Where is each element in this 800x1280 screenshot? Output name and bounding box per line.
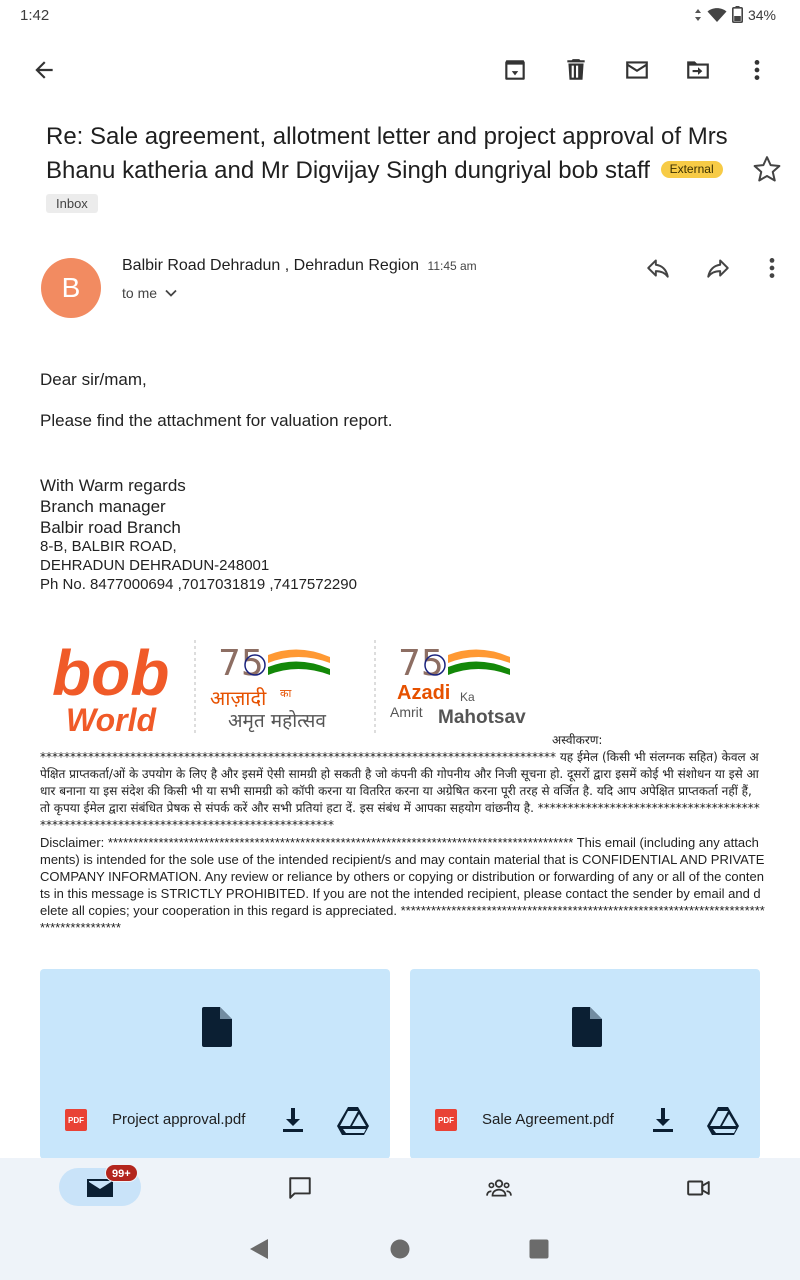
attachment-filename: Sale Agreement.pdf [482,1111,614,1128]
download-button[interactable] [652,1108,674,1132]
sender-name: Balbir Road Dehradun , Dehradun Region [122,257,420,274]
disclaimer-hindi-label: अस्वीकरण: [552,733,603,747]
status-time: 1:42 [20,7,50,24]
message-more-button[interactable] [750,246,794,290]
delete-icon [563,57,589,83]
signature-logos [40,635,600,740]
subject-text: Re: Sale agreement, allotment letter and project approval of Mrs Bhanu katheria and Mr Digvijay Singh dungriyal bob staff [46,123,728,184]
archive-button[interactable] [493,48,537,92]
attachment-card[interactable] [40,969,390,1159]
forward-button[interactable] [696,246,740,290]
signature-line: Branch manager [40,497,166,516]
phone-numbers: Ph No. 8477000694 ,7017031819 ,7417572290 [40,576,357,593]
pdf-type-icon: PDF [435,1109,457,1131]
seventy-five-mark: 75 [218,643,264,684]
chevron-down-icon [165,289,177,297]
top-app-bar [0,40,800,100]
bob-logo-text: bob [52,637,170,709]
reply-icon [645,255,671,281]
nav-chat-tab[interactable] [278,1166,322,1210]
nav-meet-tab[interactable] [677,1166,721,1210]
star-outline-icon [752,154,782,184]
pdf-type-icon: PDF [65,1109,87,1131]
disclaimer-hindi: ************************************************************************************** यह ईमेल (किसी भी संलग्नक सहित) केवल अपेक्षित प्राप्तकर्ता/ओं के उपयोग के लिए है और इसमें ऐसी सामग्री हो सकती है जो कंपनी की गोपनीय और निजी सूचना हो. दूसरों द्वारा इसमें कोई भी संशोधन या इसे आधार बनाना या इस संदेश की किसी भी या सभी सामग्री को कॉपी करना या वितरित करना या अग्रेषित करना पूरी तरह से वर्जित है. यदि आप अपेक्षित प्राप्तकर्ता नहीं हैं, तो कृपया ईमेल द्वारा संबंधित प्रेषक से संपर्क करें और सभी प्रतियां हटा दें. इस संबंध में आपका सहयोग वांछनीय है. ************************************************************************************** [40,750,760,832]
azadi-en-text: Azadi [397,682,451,704]
email-time: 11:45 am [427,259,477,273]
seventy-five-mark: 75 [398,643,444,684]
back-button[interactable] [22,48,66,92]
nav-spaces-tab[interactable] [477,1166,521,1210]
system-recents-icon[interactable] [528,1238,550,1260]
forward-icon [705,255,731,281]
system-home-icon[interactable] [389,1238,411,1260]
address-line: DEHRADUN DEHRADUN-248001 [40,557,270,574]
world-logo-text: World [66,702,157,738]
email-message: Please find the attachment for valuation report. [40,411,393,430]
sender-line [122,257,477,275]
star-button[interactable] [752,154,786,188]
attachment-card[interactable] [410,969,760,1159]
sender-avatar[interactable]: B [41,258,101,318]
address-block [40,537,765,594]
amrit-en-text: Amrit [390,704,423,720]
file-icon [200,1007,232,1047]
disclaimer-english: Disclaimer: ******************************************************************************************** This email (including any attachments) is intended for the sole use of the intended recipient/s and may contain material that is CONFIDENTIAL AND PRIVATE COMPANY INFORMATION. Any review or reliance by others or copying or distribution or forwarding of any or all of the contents in this message is STRICTLY PROHIBITED. If you are not the intended recipient, please contact the sender by email and delete all copies; your cooperation in this regard is appreciated. **************************************************************************************** [40,835,765,935]
inbox-label-chip[interactable]: Inbox [46,194,98,213]
people-icon [486,1175,512,1201]
signature-line: Balbir road Branch [40,518,181,537]
azadi-en-ka: Ka [460,690,475,704]
system-back-icon[interactable] [248,1238,270,1260]
chat-icon [287,1175,313,1201]
file-icon [570,1007,602,1047]
azadi-hindi-logo [210,643,330,733]
azadi-english-logo [390,643,526,728]
data-arrows-icon [694,8,702,22]
amrit-hindi-text: अमृत महोत्सव [228,710,326,732]
azadi-hindi-ka: का [280,687,292,700]
archive-icon [502,57,528,83]
address-line: 8-B, BALBIR ROAD, [40,538,177,555]
unread-count-badge: 99+ [105,1164,138,1182]
mark-unread-icon [624,57,650,83]
back-arrow-icon [31,57,57,83]
status-bar [0,0,800,32]
save-to-drive-button[interactable] [337,1107,369,1135]
move-to-icon [685,57,711,83]
azadi-hindi-text: आज़ादी [210,686,267,710]
mark-unread-button[interactable] [615,48,659,92]
disclaimer-block [40,749,765,936]
status-icons [694,6,776,23]
recipient-text: to me [122,285,158,301]
delete-button[interactable] [554,48,598,92]
download-button[interactable] [282,1108,304,1132]
video-camera-icon [686,1175,712,1201]
save-to-drive-button[interactable] [707,1107,739,1135]
attachment-filename: Project approval.pdf [112,1111,246,1128]
battery-icon [732,6,743,23]
signature-block [40,475,765,538]
more-vert-icon [759,255,785,281]
wifi-icon [707,7,727,23]
more-options-button[interactable] [735,48,779,92]
battery-level: 34% [747,6,776,23]
mahotsav-en-text: Mahotsav [438,707,526,728]
reply-button[interactable] [636,246,680,290]
more-vert-icon [744,57,770,83]
external-badge: External [661,161,723,178]
bob-world-logo [52,637,169,738]
bottom-navigation [0,1158,800,1280]
email-subject [46,120,746,188]
signature-line: With Warm regards [40,476,186,495]
recipient-toggle[interactable] [122,285,177,301]
email-greeting: Dear sir/mam, [40,370,147,389]
move-to-button[interactable] [676,48,720,92]
